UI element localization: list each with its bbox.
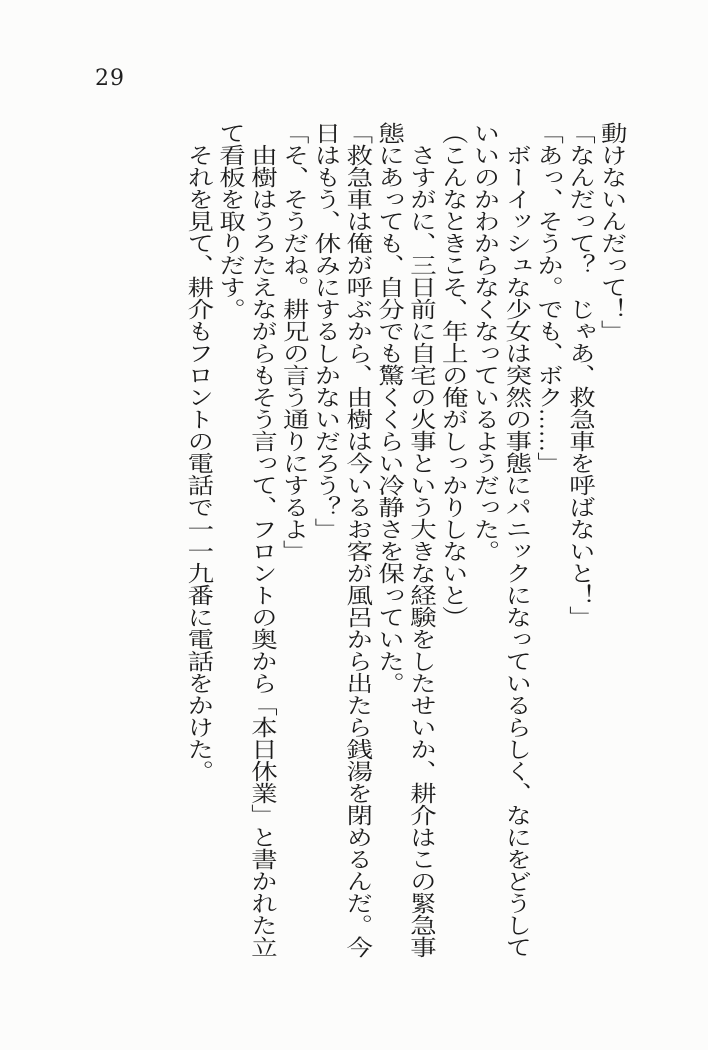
paragraph-4: ボーイッシュな少女は突然の事態にパニックになっているらしく、なにをどうしていいのかわからなくなっているようだった。 bbox=[470, 122, 533, 958]
paragraph-2: 「なんだって？ じゃあ、救急車を呼ばないと！」 bbox=[566, 122, 597, 628]
paragraph-3: 「あっ、そうか。でも、ボク……」 bbox=[534, 122, 565, 474]
paragraph-1: 動けないんだって！」 bbox=[598, 122, 628, 342]
page-number: 29 bbox=[95, 66, 125, 91]
paragraph-10: それを見て、耕介もフロントの電話で一一九番に電話をかけた。 bbox=[184, 122, 215, 782]
paragraph-5: （こんなときこそ、年上の俺がしっかりしないと） bbox=[439, 122, 469, 628]
paragraph-6: さすがに、三日前に自宅の火事という大きな経験をしたせいか、耕介はこの緊急事態にあっても、自分でも驚くくらい冷静さを保っていた。 bbox=[375, 122, 438, 958]
page-text-block bbox=[183, 122, 628, 959]
paragraph-7: 「救急車は俺が呼ぶから、由樹は今いるお客が風呂から出たら銭湯を閉めるんだ。今日はもう、休みにするしかないだろう？」 bbox=[311, 122, 374, 958]
paragraph-9: 由樹はうろたえながらもそう言って、フロントの奥から「本日休業」と書かれた立て看板を取りだす。 bbox=[216, 122, 279, 958]
paragraph-8: 「そ、そうだね。耕兄の言う通りにするよ」 bbox=[280, 122, 310, 562]
